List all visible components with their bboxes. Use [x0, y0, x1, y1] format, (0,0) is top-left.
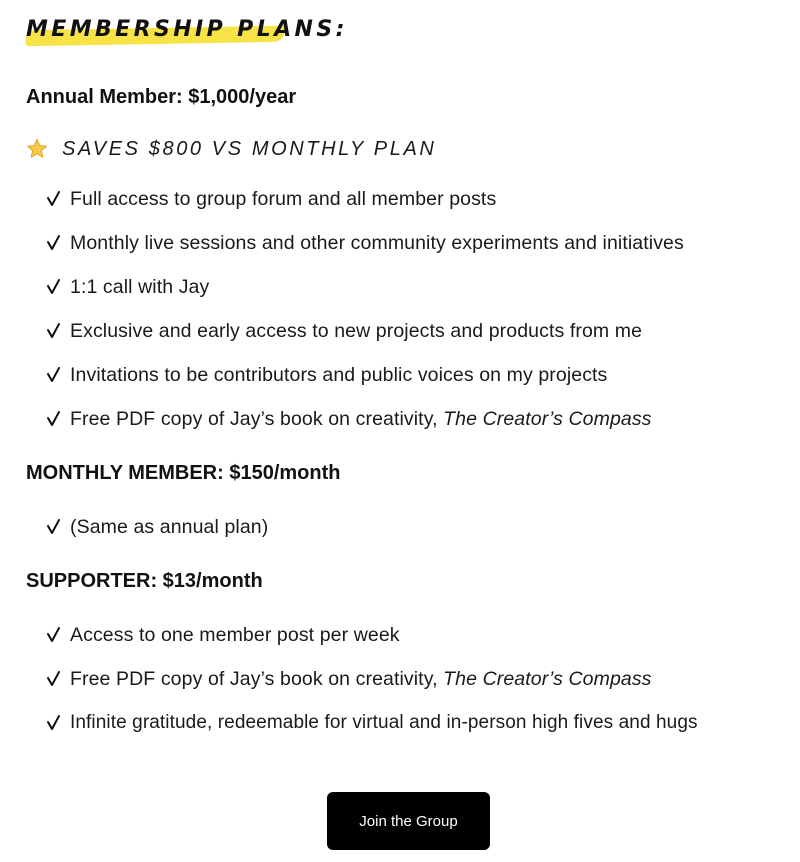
feature-item — [46, 318, 642, 344]
plan-title-supporter: SUPPORTER: $13/month — [26, 570, 263, 592]
feature-text-main: Free PDF copy of Jay’s book on creativity, — [70, 407, 444, 430]
check-icon — [46, 190, 62, 208]
check-icon — [46, 366, 62, 384]
feature-item — [46, 362, 607, 388]
join-group-button[interactable]: Join the Group — [327, 792, 490, 850]
feature-item — [46, 274, 209, 300]
check-icon — [46, 518, 62, 536]
feature-text: Infinite gratitude, redeemable for virtual and in-person high fives and hugs — [70, 712, 698, 733]
section-heading-colon: : — [335, 17, 348, 42]
check-icon — [46, 626, 62, 644]
book-title: The Creator’s Compass — [443, 407, 652, 430]
feature-item — [46, 710, 698, 736]
plan-title-annual: Annual Member: $1,000/year — [26, 86, 297, 108]
feature-item — [46, 186, 496, 212]
feature-text: Monthly live sessions and other community experiments and initiatives — [70, 231, 684, 254]
feature-text: Full access to group forum and all member posts — [70, 187, 497, 210]
check-icon — [46, 278, 62, 296]
check-icon — [46, 322, 62, 340]
feature-text — [70, 408, 652, 431]
feature-text-main: Free PDF copy of Jay’s book on creativity, — [70, 667, 444, 690]
feature-text: 1:1 call with Jay — [70, 275, 210, 298]
savings-callout — [26, 136, 436, 162]
feature-item — [46, 666, 652, 692]
savings-text: SAVES $800 VS MONTHLY PLAN — [62, 137, 437, 160]
feature-text — [70, 668, 652, 691]
feature-item — [46, 406, 652, 432]
plan-title-monthly: MONTHLY MEMBER: $150/month — [26, 462, 341, 484]
feature-item — [46, 622, 400, 648]
check-icon — [46, 410, 62, 428]
feature-text: Exclusive and early access to new projects and products from me — [70, 319, 643, 342]
feature-text: (Same as annual plan) — [70, 515, 269, 538]
feature-item — [46, 230, 684, 256]
check-icon — [46, 234, 62, 252]
book-title: The Creator’s Compass — [443, 667, 652, 690]
feature-item — [46, 514, 268, 540]
check-icon — [46, 670, 62, 688]
star-icon — [26, 138, 48, 160]
feature-text: Access to one member post per week — [70, 623, 400, 646]
section-heading — [26, 14, 348, 50]
feature-text: Invitations to be contributors and public voices on my projects — [70, 363, 608, 386]
check-icon — [46, 714, 62, 732]
section-heading-text: MEMBERSHIP PLANS — [26, 17, 336, 42]
